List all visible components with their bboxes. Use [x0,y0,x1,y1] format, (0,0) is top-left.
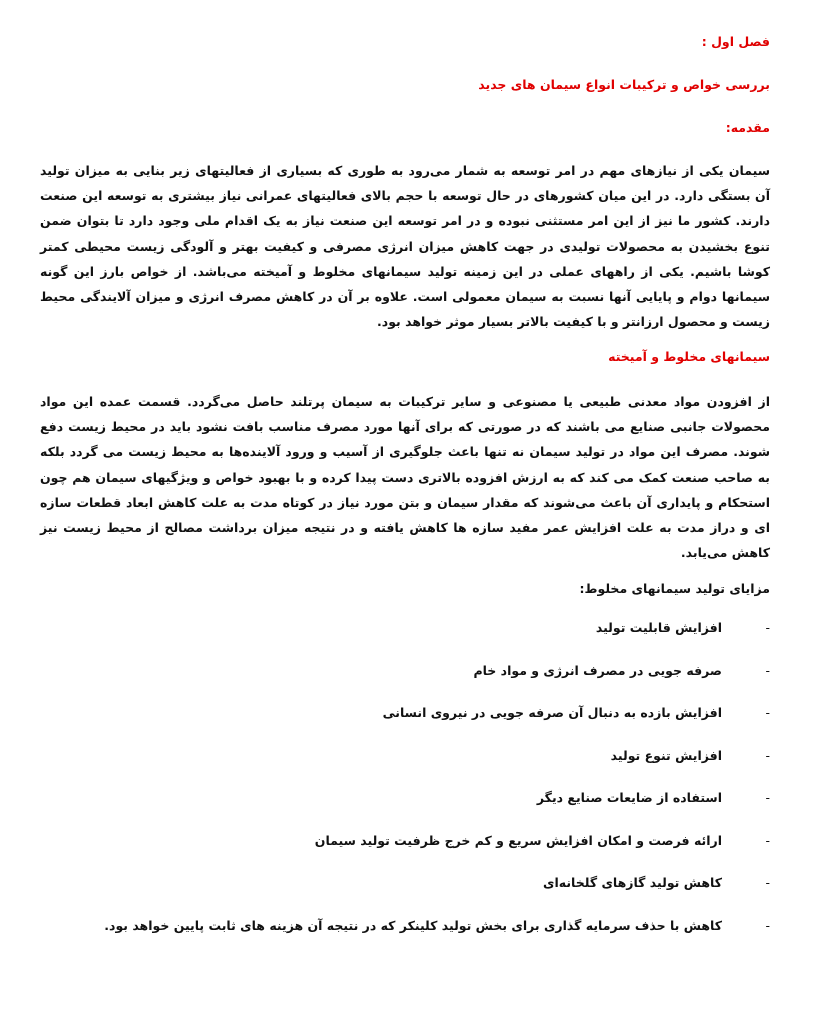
list-item [40,918,770,961]
list-item [40,705,770,748]
list-item-text: کاهش تولید گازهای گلخانه‌ای [543,875,722,890]
list-item-text: استفاده از ضایعات صنایع دیگر [536,790,722,805]
blended-cement-paragraph: از افزودن مواد معدنی طبیعی یا مصنوعی و سایر ترکیبات به سیمان پرتلند حاصل می‌گردد. قسمت عمده این مواد محصولات جانبی صنایع می باشند که در صورتی که برای آنها مورد مصرف مناسب بافت نشود باید در محیط زیست دفع شوند. مصرف این مواد در تولید سیمان نه تنها باعث جلوگیری از آسیب و ورود آلاینده‌ها به محیط زیست می گردد بلکه به صاحب صنعت کمک می کند که به ارزش افزوده بالاتری دست پیدا کرده و با بهبود خواص و ویژگیهای سیمان هم چون استحکام و پایداری آن باعث می‌شوند که مقدار سیمان و بتن مورد نیاز در کوتاه مدت به علت کاهش ابعاد قطعات سازه ای و دراز مدت به علت افزایش عمر مفید سازه ها کاهش یافته و در نتیجه میزان برداشت مصالح از محیط زیست نیز کاهش می‌یابد. [40,394,770,561]
list-item-text: کاهش با حذف سرمایه گذاری برای بخش تولید کلینکر که در نتیجه آن هزینه های ثابت پایین خواهد بود. [104,917,722,933]
blended-cement-heading: سیمانهای مخلوط و آمیخته [608,349,770,364]
bullet-dash: - [765,875,770,890]
list-item [40,875,770,918]
intro-heading: مقدمه: [725,120,770,135]
list-item-text: افزایش بازده به دنبال آن صرفه جویی در نیروی انسانی [382,705,722,720]
list-item [40,790,770,833]
chapter-title: فصل اول : [701,34,770,49]
benefits-list [40,620,770,960]
list-item-text: افزایش تنوع تولید [610,747,722,763]
list-item [40,748,770,791]
list-item [40,663,770,706]
document-page [40,0,770,1036]
bullet-dash: - [765,705,770,720]
bullet-dash: - [765,790,770,805]
list-item-text: ارائه فرصت و امکان افزایش سریع و کم خرج ظرفیت تولید سیمان [314,832,722,848]
intro-paragraph: سیمان یکی از نیازهای مهم در امر توسعه به شمار می‌رود به طوری که بسیاری از فعالیتهای زیر بنایی به میزان تولید آن بستگی دارد. در این میان کشورهای در حال توسعه با حجم بالای فعالیتهای عمرانی نیاز بیشتری به توسعه این صنعت دارند. کشور ما نیز از این امر مستثنی نبوده و در امر توسعه این صنعت نیاز به یک اقدام ملی وجود دارد تا بتوان ضمن تنوع بخشیدن به محصولات تولیدی در جهت کاهش میزان انرژی مصرفی و کیفیت بهتر و آلودگی زیست محیطی کمتر کوشا باشیم. یکی از راههای عملی در این زمینه تولید سیمانهای مخلوط و آمیخته می‌باشد. از خواص بارز این گونه سیمانها دوام و پایایی آنها نسبت به سیمان معمولی است. علاوه بر آن در کاهش مصرف انرژی و میزان آلایندگی محیط زیست و محصول ارزانتر و با کیفیت بالاتر بسیار موثر خواهد بود. [40,163,770,330]
bullet-dash: - [765,620,770,635]
bullet-dash: - [765,662,770,678]
list-item-text: افزایش قابلیت تولید [595,620,722,635]
bullet-dash: - [765,832,770,848]
list-item-text: صرفه جویی در مصرف انرژی و مواد خام [473,662,722,678]
bullet-dash: - [765,747,770,763]
benefits-title: مزایای تولید سیمانهای مخلوط: [579,581,770,596]
list-item [40,833,770,876]
list-item [40,620,770,663]
section-title: بررسی خواص و ترکیبات انواع سیمان های جدید [478,77,770,92]
bullet-dash: - [765,917,770,933]
